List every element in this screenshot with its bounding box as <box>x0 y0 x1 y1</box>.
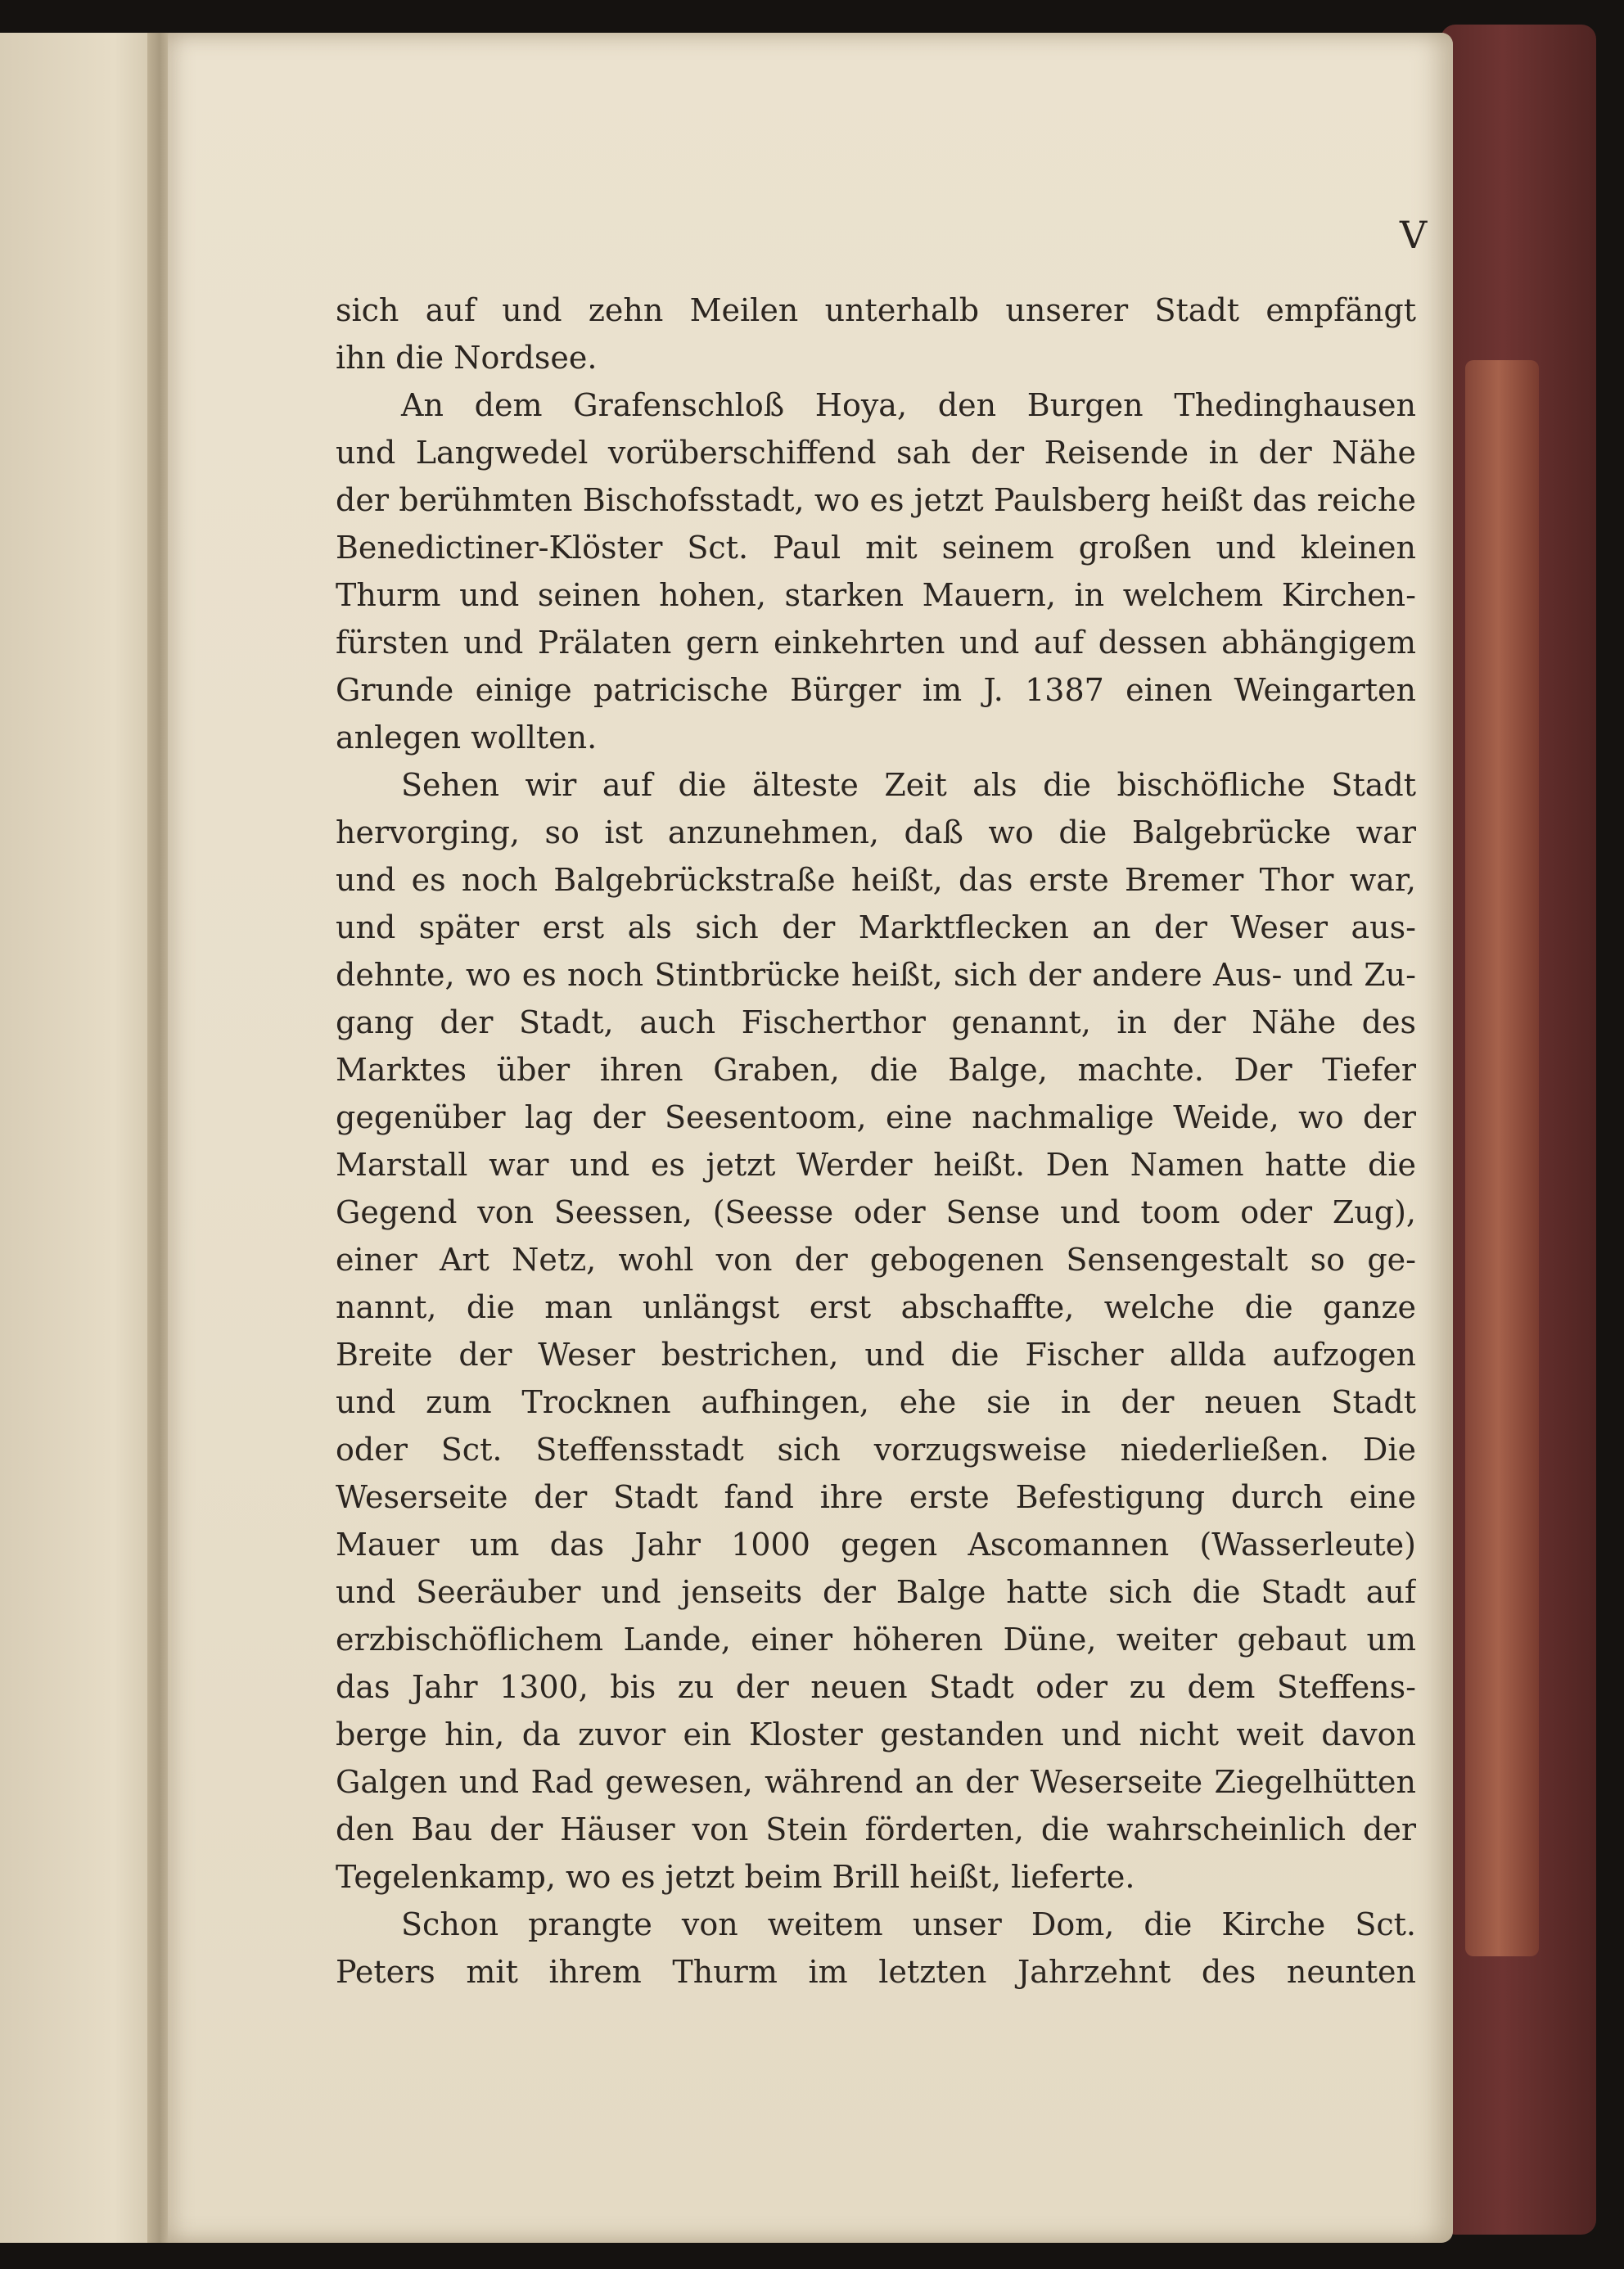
text-line: das Jahr 1300, bis zu der neuen Stadt oder zu dem Steffens- <box>336 1669 1416 1705</box>
text-line: berge hin, da zuvor ein Kloster gestanden und nicht weit davon <box>336 1716 1416 1752</box>
text-line: Weserseite der Stadt fand ihre erste Befestigung durch eine <box>336 1479 1416 1515</box>
body-text <box>336 286 1416 1996</box>
text-line: Marktes über ihren Graben, die Balge, machte. Der Tiefer <box>336 1052 1416 1088</box>
text-line: Thurm und seinen hohen, starken Mauern, in welchem Kirchen- <box>336 577 1416 613</box>
text-line: Breite der Weser bestrichen, und die Fischer allda aufzogen <box>336 1337 1416 1373</box>
text-line: und später erst als sich der Marktflecken an der Weser aus- <box>336 909 1416 945</box>
text-line: An dem Grafenschloß Hoya, den Burgen Thedinghausen <box>401 387 1416 423</box>
cover-worn-edge <box>1465 360 1539 1956</box>
text-line: nannt, die man unlängst erst abschaffte, welche die ganze <box>336 1289 1416 1325</box>
text-line: einer Art Netz, wohl von der gebogenen Sensengestalt so ge- <box>336 1242 1416 1278</box>
text-line: Benedictiner-Klöster Sct. Paul mit seinem großen und kleinen <box>336 530 1416 566</box>
text-line: dehnte, wo es noch Stintbrücke heißt, sich der andere Aus- und Zu- <box>336 957 1416 993</box>
text-line: Sehen wir auf die älteste Zeit als die bischöfliche Stadt <box>401 767 1416 803</box>
text-line: anlegen wollten. <box>336 719 598 756</box>
text-line: gegenüber lag der Seesentoom, eine nachmalige Weide, wo der <box>336 1099 1416 1135</box>
text-line: den Bau der Häuser von Stein förderten, die wahrscheinlich der <box>336 1811 1416 1847</box>
text-line: und zum Trocknen aufhingen, ehe sie in der neuen Stadt <box>336 1384 1416 1420</box>
text-line: gang der Stadt, auch Fischerthor genannt, in der Nähe des <box>336 1004 1416 1040</box>
text-line: fürsten und Prälaten gern einkehrten und auf dessen abhängigem <box>336 625 1416 661</box>
text-line: und Seeräuber und jenseits der Balge hatte sich die Stadt auf <box>336 1574 1416 1610</box>
text-line: Grunde einige patricische Bürger im J. 1387 einen Weingarten <box>336 672 1416 708</box>
page-number: V <box>1400 213 1428 257</box>
text-line: ihn die Nordsee. <box>336 340 598 376</box>
text-line: der berühmten Bischofsstadt, wo es jetzt Paulsberg heißt das reiche <box>336 482 1416 518</box>
text-line: Tegelenkamp, wo es jetzt beim Brill heißt, lieferte. <box>336 1859 1135 1895</box>
text-line: hervorging, so ist anzunehmen, daß wo die Balgebrücke war <box>336 814 1416 850</box>
text-line: Schon prangte von weitem unser Dom, die Kirche Sct. <box>401 1906 1416 1942</box>
text-line: sich auf und zehn Meilen unterhalb unserer Stadt empfängt <box>336 292 1416 328</box>
text-line: und Langwedel vorüberschiffend sah der Reisende in der Nähe <box>336 435 1416 471</box>
text-line: Gegend von Seessen, (Seesse oder Sense und toom oder Zug), <box>336 1194 1416 1230</box>
previous-page-edge <box>0 33 164 2243</box>
text-line: Galgen und Rad gewesen, während an der Weserseite Ziegelhütten <box>336 1764 1416 1800</box>
text-line: und es noch Balgebrückstraße heißt, das erste Bremer Thor war, <box>336 862 1416 898</box>
text-line: Mauer um das Jahr 1000 gegen Ascomannen (Wasserleute) <box>336 1527 1416 1563</box>
book-page <box>168 33 1453 2243</box>
text-line: erzbischöflichem Lande, einer höheren Düne, weiter gebaut um <box>336 1622 1416 1658</box>
text-line: oder Sct. Steffensstadt sich vorzugsweise niederließen. Die <box>336 1432 1416 1468</box>
text-line: Marstall war und es jetzt Werder heißt. Den Namen hatte die <box>336 1147 1416 1183</box>
text-line: Peters mit ihrem Thurm im letzten Jahrzehnt des neunten <box>336 1954 1416 1990</box>
